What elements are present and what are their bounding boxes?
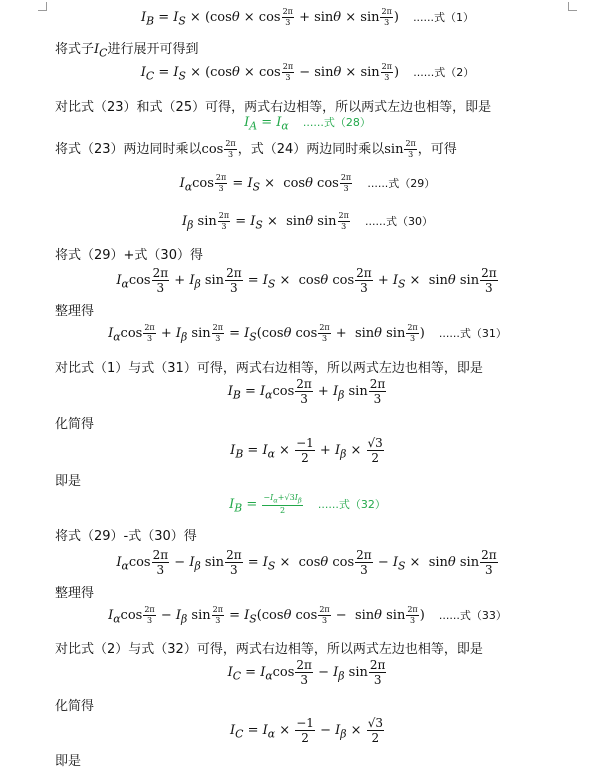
text-line-5: 整理得: [55, 304, 95, 319]
equation-ic-expanded: $I_C = I_\alpha\cos$ $\frac{2\pi}{3}$ − $I_\beta$ sin $\frac{2\pi}{3}$: [227, 658, 386, 687]
equation-1: $I_B = I_S \times (\cos\theta \times \cos$ $\frac{2\pi}{3}$ + sinθ × sin $\frac{2\pi}{3}$ ) ......式（1）: [140, 7, 475, 28]
text-line-13: 即是: [55, 754, 82, 769]
equation-28: $I_A = I_\alpha$ ......式（28）: [244, 115, 371, 133]
equation-sum: $I_\alpha\cos$ $\frac{2\pi}{3}$ + $I_\beta$ sin $\frac{2\pi}{3}$ = $I_S \times \cos\theta$ cos $\frac{2\pi}{3}$ + $I_S \times \sin\theta$ sin $\frac{2\pi}{3}$: [116, 266, 497, 295]
equation-32: $I_B$ = $\frac{-I_\alpha+√3I_\beta}{2}$ ......式（32）: [229, 493, 386, 516]
text-line-6: 对比式（1）与式（31）可得，两式右边相等，所以两式左边也相等，即是: [55, 361, 483, 376]
equation-29: $I_\alpha\cos$ $\frac{2\pi}{3}$ = $I_S \times \cos\theta$ cos $\frac{2\pi}{3}$ ......式（29）: [179, 173, 436, 194]
text-line-11: 对比式（2）与式（32）可得，两式右边相等，所以两式左边也相等，即是: [55, 642, 483, 657]
text-line-1: 将式子$I_C$进行展开可得到: [55, 42, 199, 60]
equation-ib-expanded: $I_B = I_\alpha\cos$ $\frac{2\pi}{3}$ + $I_\beta$ sin $\frac{2\pi}{3}$: [227, 377, 386, 406]
equation-ib-simplified: $I_B = I_\alpha$ × $\frac{-1}{2}$ + $I_\beta$ × $\frac{√3}{2}$: [230, 436, 383, 465]
text-line-8: 即是: [55, 474, 82, 489]
equation-difference: $I_\alpha\cos$ $\frac{2\pi}{3}$ − $I_\beta$ sin $\frac{2\pi}{3}$ = $I_S \times \cos\theta$ cos $\frac{2\pi}{3}$ − $I_S \times \sin\theta$ sin $\frac{2\pi}{3}$: [116, 548, 497, 577]
text-line-10: 整理得: [55, 586, 95, 601]
equation-30: $I_\beta$ sin $\frac{2\pi}{3}$ = $I_S \times \sin\theta$ sin $\frac{2\pi}{3}$ ......式（30）: [182, 211, 433, 232]
text-line-9: 将式（29）-式（30）得: [55, 529, 197, 544]
equation-33: $I_\alpha\cos$ $\frac{2\pi}{3}$ − $I_\beta$ sin $\frac{2\pi}{3}$ = $I_S(\cos\theta$ cos $\frac{2\pi}{3}$ − sinθ sin $\frac{2\pi}{3}$ ) ......式（33）: [108, 605, 507, 626]
text-line-2: 对比式（23）和式（25）可得，两式右边相等，所以两式左边也相等，即是: [55, 100, 492, 115]
equation-31: $I_\alpha\cos$ $\frac{2\pi}{3}$ + $I_\beta$ sin $\frac{2\pi}{3}$ = $I_S(\cos\theta$ cos $\frac{2\pi}{3}$ + sinθ sin $\frac{2\pi}{3}$ ) ......式（31）: [108, 323, 507, 344]
text-line-3: 将式（23）两边同时乘以cos $\frac{2\pi}{3}$ ，式（24）两边同时乘以sin $\frac{2\pi}{3}$ ，可得: [55, 139, 457, 159]
equation-2: $I_C = I_S \times (\cos\theta \times \cos$ $\frac{2\pi}{3}$ − sinθ × sin $\frac{2\pi}{3}$ ) ......式（2）: [140, 62, 475, 83]
equation-ic-simplified: $I_C = I_\alpha$ × $\frac{-1}{2}$ − $I_\beta$ × $\frac{√3}{2}$: [230, 716, 383, 745]
text-line-7: 化简得: [55, 417, 95, 432]
text-line-4: 将式（29）+式（30）得: [55, 248, 203, 263]
text-line-12: 化简得: [55, 699, 95, 714]
